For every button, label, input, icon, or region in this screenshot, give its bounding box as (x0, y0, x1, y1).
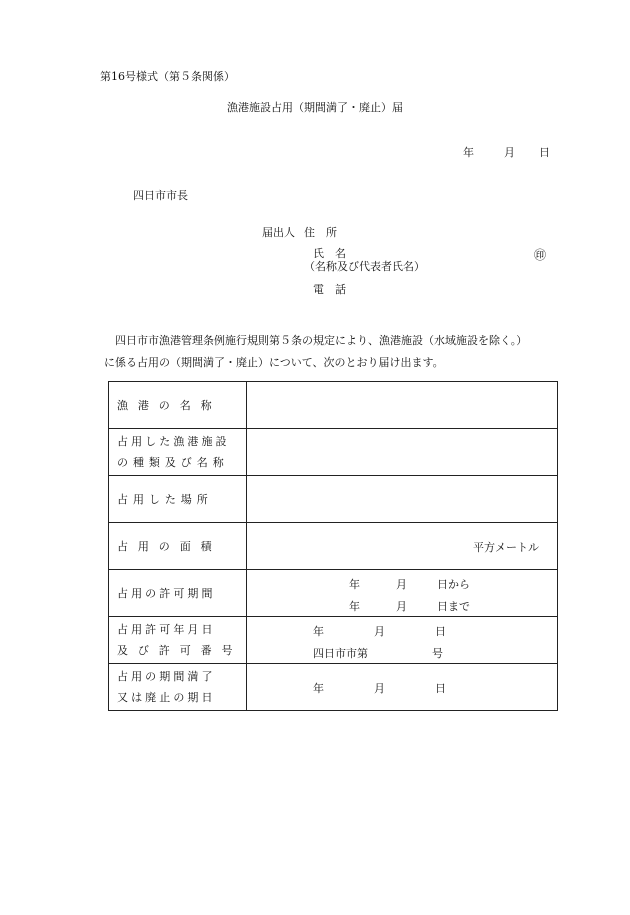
permit-number: 四日市市第 号 (313, 647, 443, 660)
addressee: 四日市市長 (133, 189, 188, 202)
field-facility-type[interactable] (247, 429, 558, 476)
table-row (109, 382, 558, 429)
date-line (463, 146, 550, 160)
table-row (109, 429, 558, 476)
address-label: 住 所 (304, 226, 337, 239)
field-permit-date-number[interactable] (247, 617, 558, 664)
field-occupied-area[interactable] (247, 523, 558, 570)
label-occupied-area: 占用の面積 (109, 523, 247, 570)
tel-label: 電 話 (313, 283, 346, 296)
label-expiry-date: 占用の期間満了 又は廃止の期日 (109, 664, 247, 711)
table-row (109, 664, 558, 711)
seal-mark: ㊞ (534, 248, 547, 262)
label-permit-period: 占用の許可期間 (109, 570, 247, 617)
date-month: 月 (504, 146, 515, 159)
table-row (109, 523, 558, 570)
body-line-2: に係る占用の（期間満了・廃止）について、次のとおり届け出ます。 (104, 356, 444, 369)
period-to: 年 月 日まで (349, 600, 470, 613)
applicant-label: 届出人 (262, 226, 295, 239)
body-line-1: 四日市市漁港管理条例施行規則第５条の規定により、漁港施設（水域施設を除く。） (115, 334, 528, 347)
period-from: 年 月 日から (349, 578, 470, 591)
name-sublabel: （名称及び代表者氏名） (304, 260, 425, 273)
label-port-name: 漁港の名称 (109, 382, 247, 429)
form-number: 第16号様式（第５条関係） (100, 70, 235, 83)
area-unit: 平方メートル (473, 541, 539, 554)
field-expiry-date[interactable] (247, 664, 558, 711)
table-row (109, 476, 558, 523)
permit-date: 年 月 日 (313, 625, 446, 638)
name-label: 氏 名 (313, 247, 346, 260)
field-occupied-place[interactable] (247, 476, 558, 523)
body-text (104, 330, 564, 374)
table-row (109, 617, 558, 664)
field-permit-period[interactable] (247, 570, 558, 617)
form-table (108, 381, 558, 711)
field-port-name[interactable] (247, 382, 558, 429)
date-year: 年 (463, 146, 474, 159)
label-occupied-place: 占用した場所 (109, 476, 247, 523)
label-facility-type: 占用した漁港施設 の種類及び名称 (109, 429, 247, 476)
document-title: 漁港施設占用（期間満了・廃止）届 (227, 101, 403, 114)
table-row (109, 570, 558, 617)
expiry-date: 年 月 日 (313, 682, 446, 695)
label-permit-date-number: 占用許可年月日 及び許可番号 (109, 617, 247, 664)
date-day: 日 (539, 146, 550, 159)
